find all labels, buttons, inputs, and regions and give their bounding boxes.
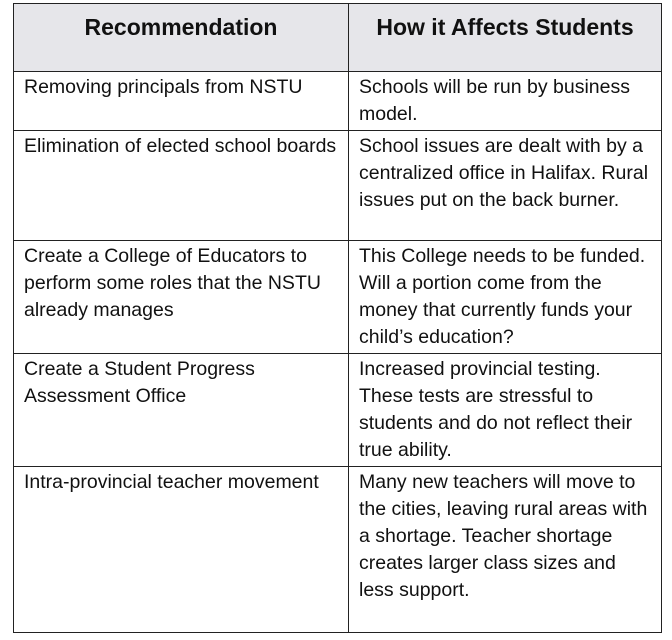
recommendations-table — [13, 3, 662, 633]
effect-cell: School issues are dealt with by a centralized office in Halifax. Rural issues put on the back burner. — [349, 131, 662, 241]
effect-cell: Many new teachers will move to the cities, leaving rural areas with a shortage. Teacher shortage creates larger class sizes and less support. — [349, 467, 662, 633]
table-row — [14, 354, 662, 467]
table-row — [14, 467, 662, 633]
table-row — [14, 131, 662, 241]
header-how-it-affects-students: How it Affects Students — [349, 4, 662, 72]
recommendation-cell: Create a College of Educators to perform some roles that the NSTU already manages — [14, 241, 349, 354]
recommendation-cell: Elimination of elected school boards — [14, 131, 349, 241]
table-header-row — [14, 4, 662, 72]
recommendation-cell: Removing principals from NSTU — [14, 72, 349, 131]
header-recommendation: Recommendation — [14, 4, 349, 72]
recommendation-cell: Intra-provincial teacher movement — [14, 467, 349, 633]
effect-cell: Schools will be run by business model. — [349, 72, 662, 131]
effect-cell: Increased provincial testing. These tests are stressful to students and do not reflect their true ability. — [349, 354, 662, 467]
recommendations-document — [13, 3, 661, 627]
table-row — [14, 241, 662, 354]
recommendation-cell: Create a Student Progress Assessment Office — [14, 354, 349, 467]
effect-cell: This College needs to be funded. Will a portion come from the money that currently funds your child’s education? — [349, 241, 662, 354]
table-row — [14, 72, 662, 131]
